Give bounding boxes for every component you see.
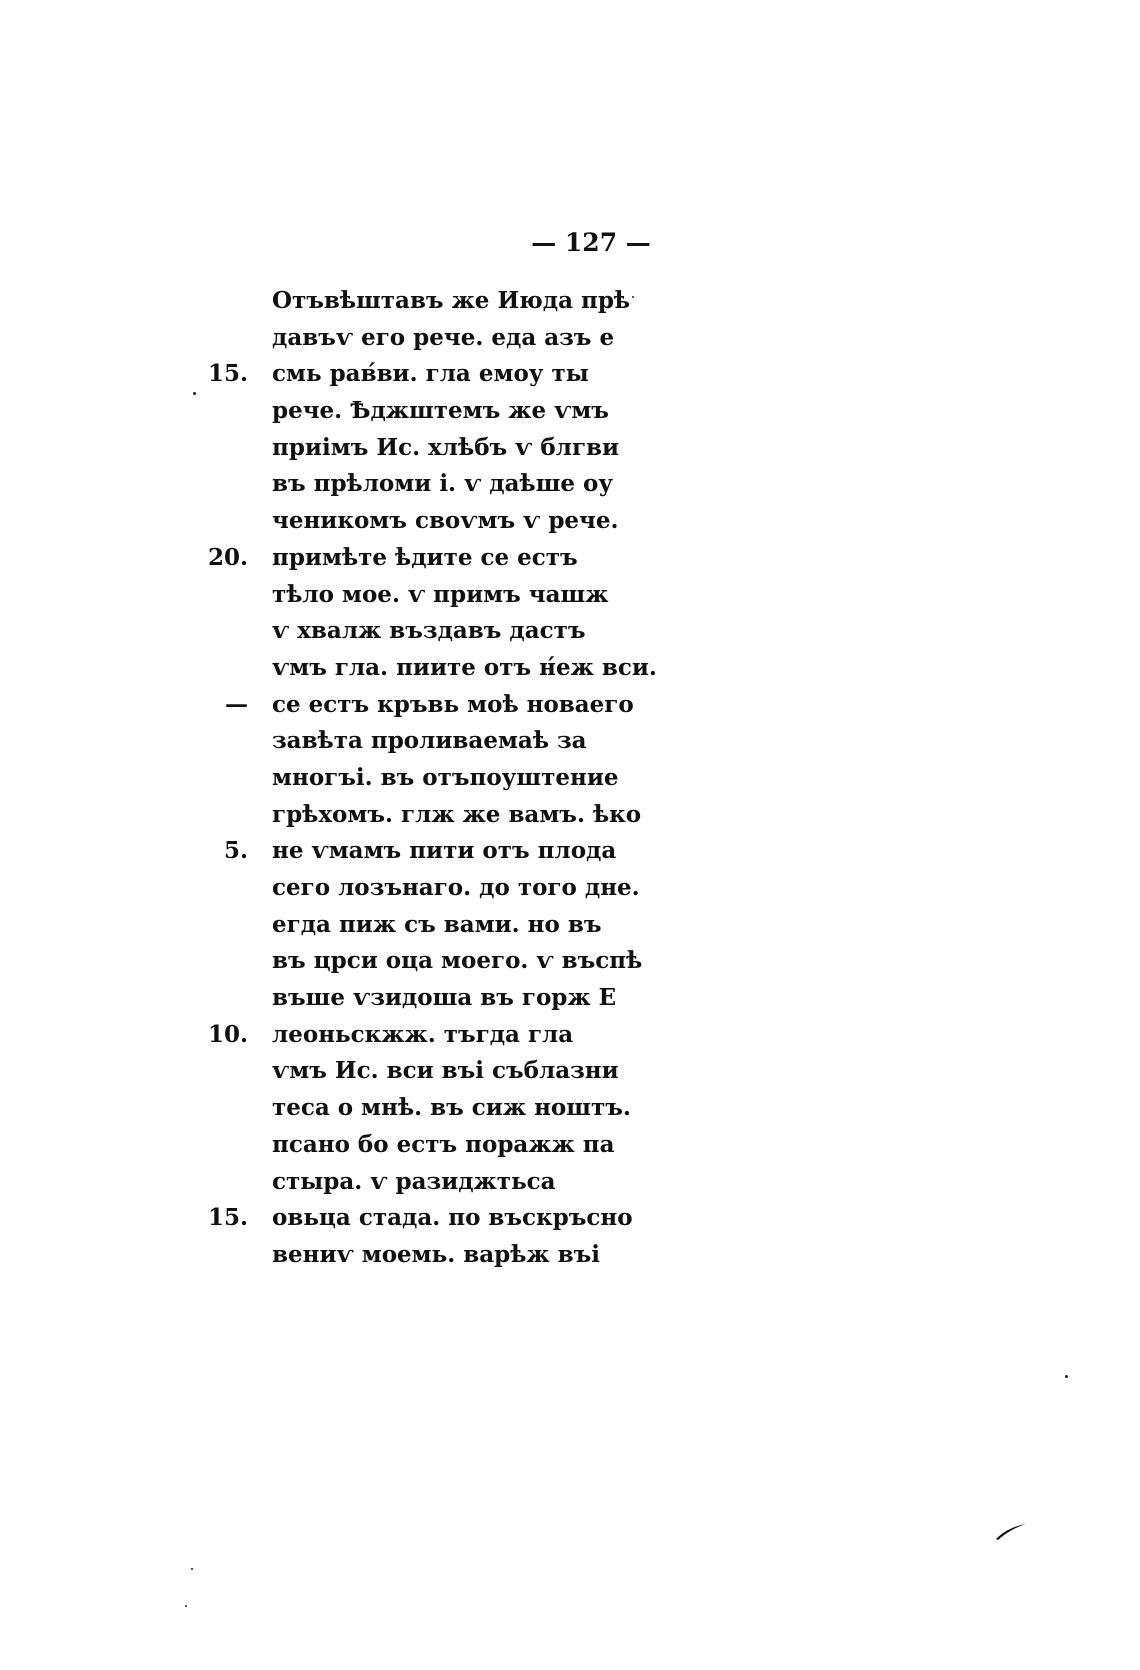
line-text: сего лозънаго. до того дне. <box>272 874 640 901</box>
line-text: приімъ Ис. хлѣбъ ѵ блгви <box>272 433 620 461</box>
line-text: ѵмъ Ис. вси въі съблазни <box>272 1057 619 1085</box>
line-text: ѵмъ гла. пиите отъ н́еж вси. <box>272 653 657 681</box>
line-text: Отъвѣштавъ же Июда прѣ <box>272 287 631 314</box>
line-text: егда пиж съ вами. но въ <box>272 910 602 938</box>
scan-speck <box>1065 1375 1068 1378</box>
line-text: не ѵмамъ пити отъ плода <box>272 837 617 865</box>
line-text: рече. Ѣджштемъ же ѵмъ <box>272 397 609 425</box>
margin-marker: 5. <box>223 837 248 865</box>
line-text: ѵ хвалж въздавъ дастъ <box>272 617 586 645</box>
line-text: въ прѣломи і. ѵ даѣше оу <box>272 470 614 498</box>
line-text: леоньскжж. тъгда гла <box>272 1020 574 1048</box>
pen-stroke-mark <box>994 1523 1028 1541</box>
margin-marker: 10. <box>207 1020 248 1048</box>
scan-speck <box>191 1568 193 1570</box>
line-text: многъі. въ отъпоуштение <box>272 763 619 791</box>
line-text: грѣхомъ. глж же вамъ. ѣко <box>272 800 642 828</box>
line-text: овьца стада. по въскръсно <box>272 1204 633 1232</box>
line-text: вениѵ моемь. варѣж въі <box>272 1240 601 1268</box>
margin-marker: — <box>225 690 248 718</box>
line-text: стыра. ѵ разиджтьса <box>272 1167 556 1195</box>
margin-marker: 20. <box>207 543 248 571</box>
line-text: тѣло мое. ѵ примъ чашж <box>272 580 609 608</box>
scan-speck <box>632 296 634 298</box>
line-text: псано бо естъ поражж па <box>272 1130 615 1158</box>
page-number: — 127 — <box>531 228 651 257</box>
line-text: примѣте ѣдите се естъ <box>272 543 578 571</box>
margin-marker: 15. <box>207 1204 248 1232</box>
line-text: се естъ кръвь моѣ новаего <box>272 690 634 718</box>
line-text: давъѵ его рече. еда азъ е <box>272 323 615 351</box>
line-text: теса о мнѣ. въ сиж ноштъ. <box>272 1094 631 1122</box>
line-text: ченикомъ своѵмъ ѵ рече. <box>272 507 619 535</box>
line-text: въше ѵзидоша въ горж Е <box>272 984 617 1012</box>
scan-speck <box>185 1605 187 1607</box>
scan-speck <box>193 392 196 395</box>
line-text: завѣта проливаемаѣ за <box>272 727 587 755</box>
line-text: смь рав́ви. гла емоу ты <box>272 360 589 388</box>
margin-marker: 15. <box>207 360 248 388</box>
line-text: въ црси оца моего. ѵ въспѣ <box>272 947 643 975</box>
